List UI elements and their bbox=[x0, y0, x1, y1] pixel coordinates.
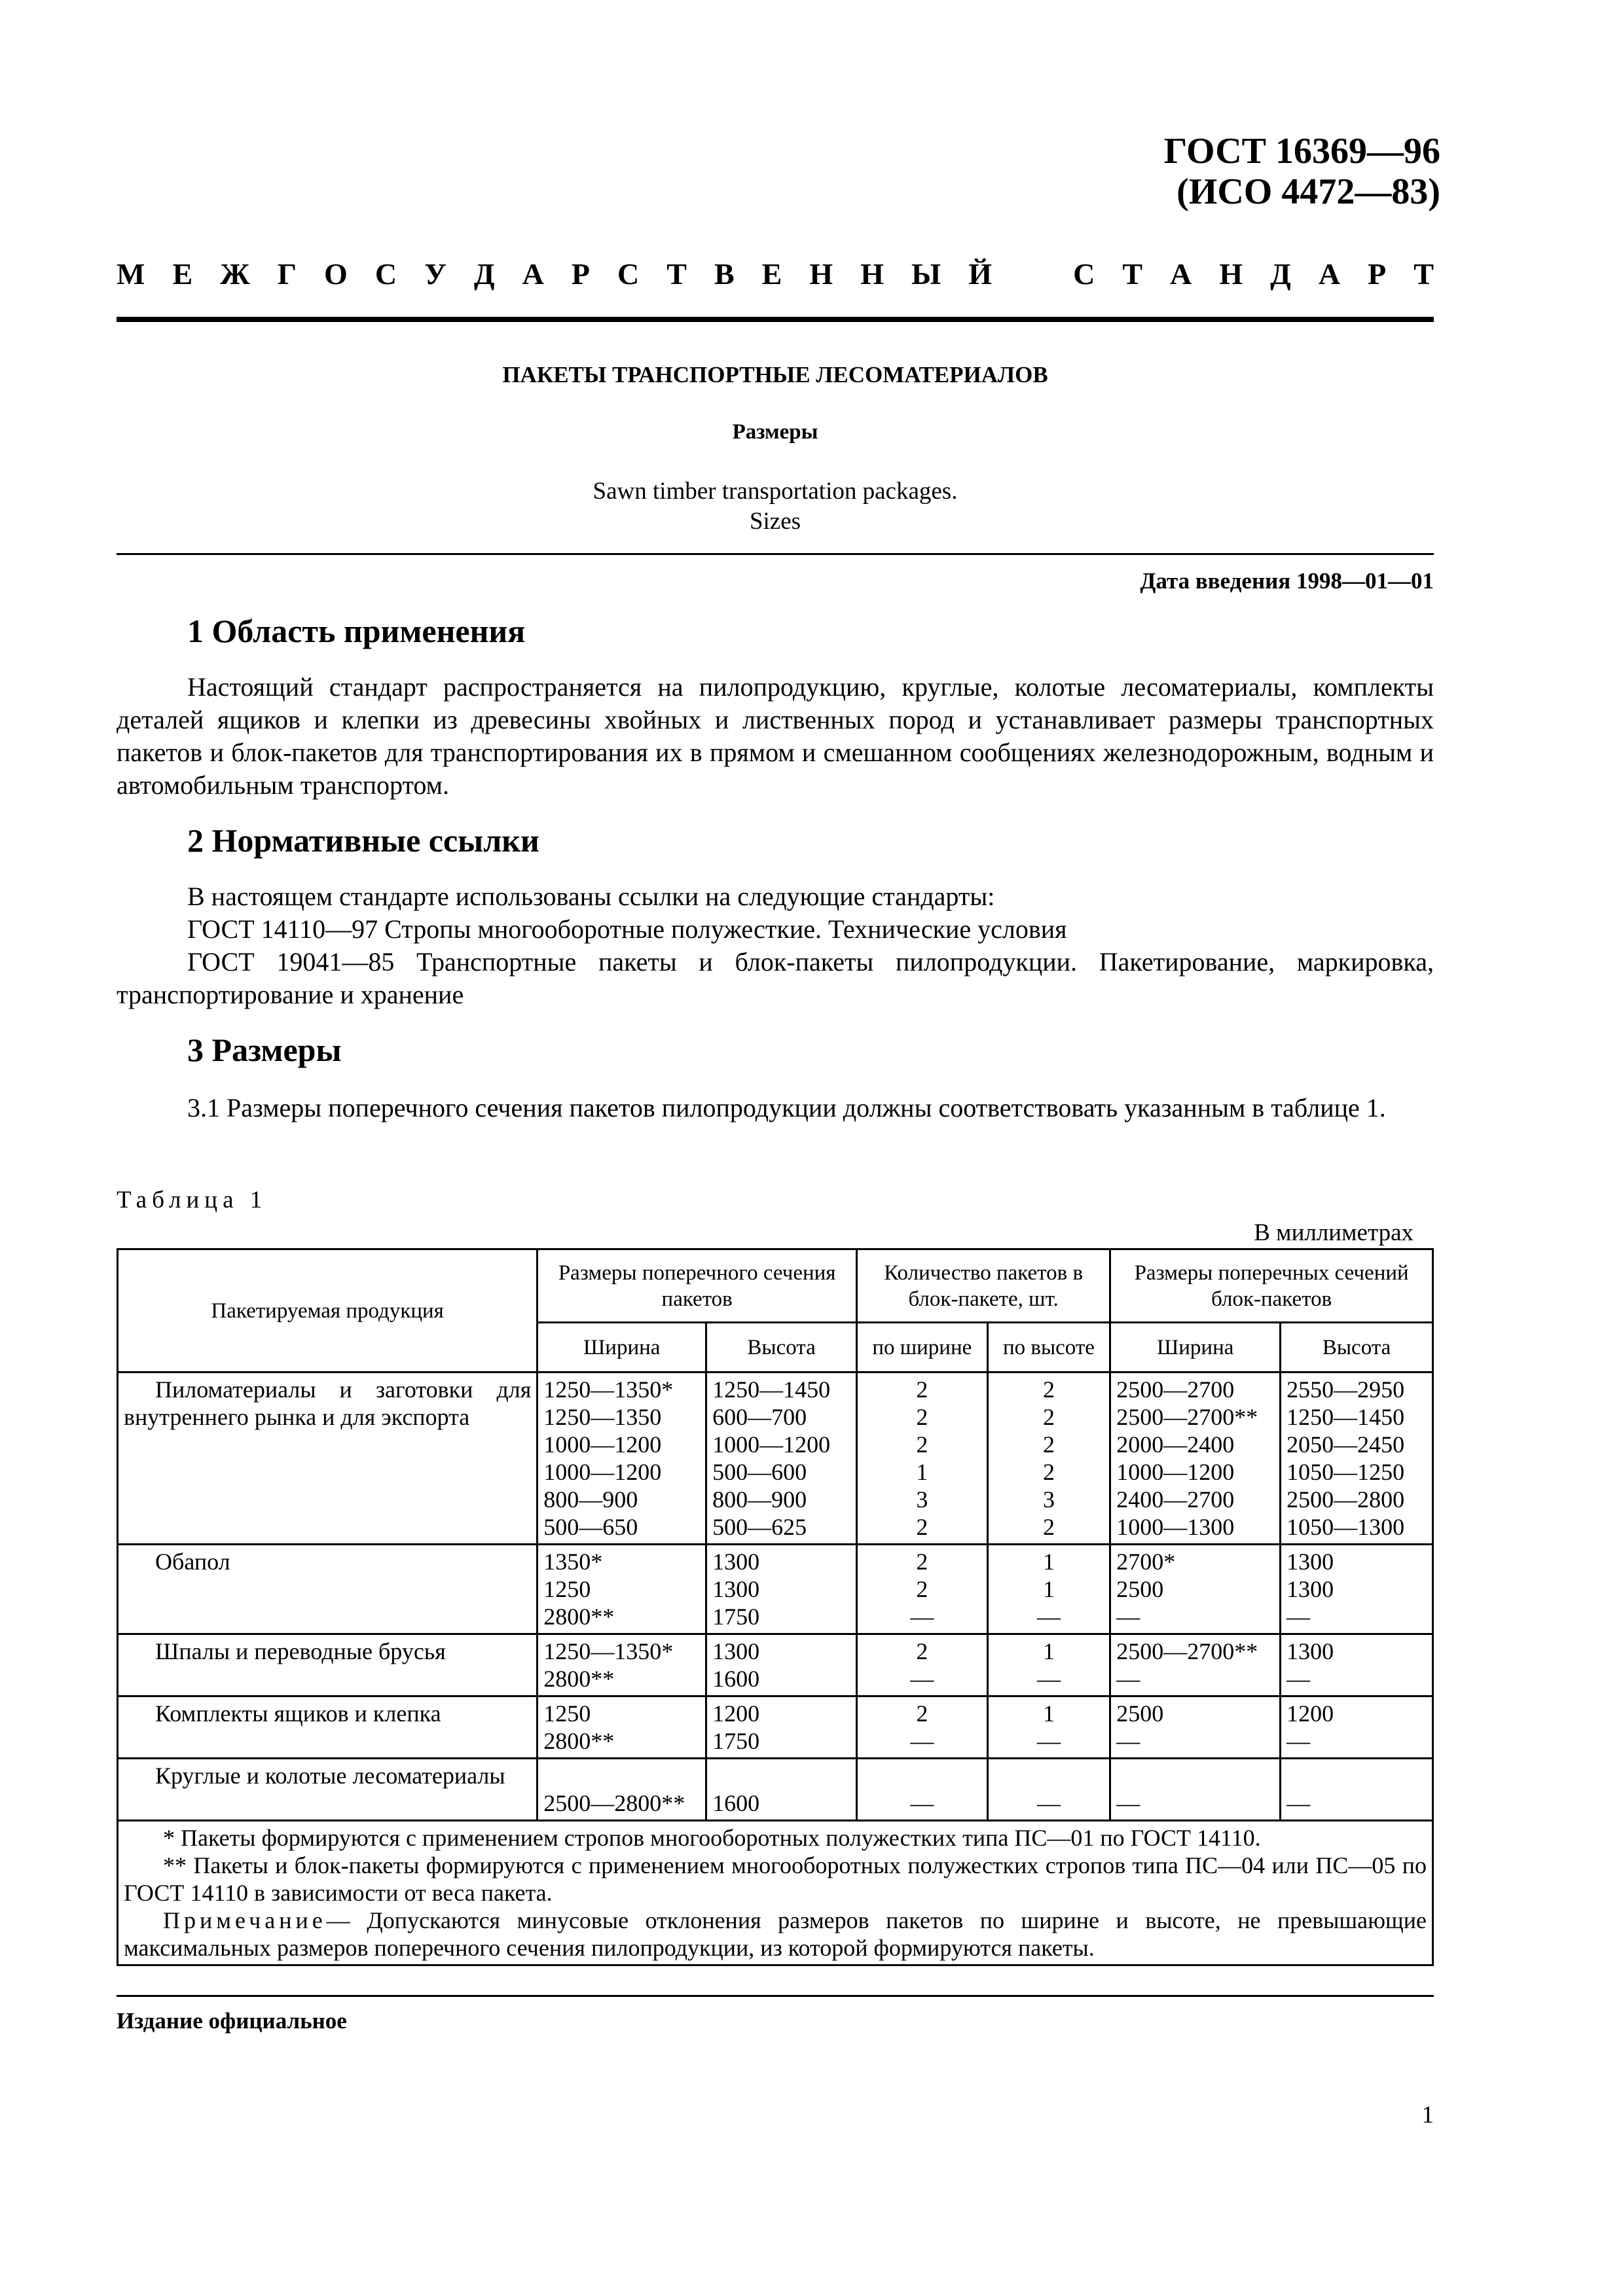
header-block-width: Ширина bbox=[1110, 1323, 1281, 1372]
banner-letter: Н bbox=[809, 257, 833, 291]
block-width-cell: — bbox=[1110, 1759, 1281, 1821]
height-cell: 1250—1450 600—700 1000—1200 500—600 800—900 500—625 bbox=[706, 1372, 857, 1545]
table-note bbox=[124, 1907, 1427, 1962]
width-cell: 1250—1350* 2800** bbox=[538, 1634, 706, 1696]
count-by-height-cell: 2 2 2 2 3 2 bbox=[987, 1372, 1110, 1545]
gost-number: ГОСТ 16369—96 bbox=[1163, 131, 1440, 171]
table-row bbox=[118, 1634, 1433, 1696]
header-count-packages: Количество пакетов в блок-пакете, шт. bbox=[857, 1249, 1110, 1323]
banner-letter: В bbox=[714, 257, 735, 291]
banner-letter: А bbox=[1170, 257, 1192, 291]
table-units: В миллиметрах bbox=[1254, 1219, 1413, 1246]
banner-letter: С bbox=[1073, 257, 1095, 291]
product-cell: Комплекты ящиков и клепка bbox=[118, 1696, 538, 1759]
count-by-height-cell: — bbox=[987, 1759, 1110, 1821]
count-by-height-cell: 1 1 — bbox=[987, 1545, 1110, 1634]
block-height-cell: 1200 — bbox=[1281, 1696, 1433, 1759]
section-1-paragraph: Настоящий стандарт распространяется на пилопродукцию, круглые, колотые лесоматериалы, комплекты деталей ящиков и клепки из древесины хвойных и лиственных пород и устанавливает размеры транспортных пакетов и блок-пакетов для транспортирования их в прямом и смешанном сообщениях железнодорожным, водным и автомобильным транспортом. bbox=[117, 672, 1434, 800]
block-height-cell: — bbox=[1281, 1759, 1433, 1821]
reference-gost-19041: ГОСТ 19041—85 Транспортные пакеты и блок-пакеты пилопродукции. Пакетирование, маркировка, транспортирование и хранение bbox=[117, 947, 1434, 1009]
banner-gap bbox=[1019, 257, 1046, 291]
banner-letter: Е bbox=[761, 257, 782, 291]
count-by-height-cell: 1 — bbox=[987, 1696, 1110, 1759]
english-title-line2: Sizes bbox=[749, 508, 801, 535]
banner-letter: А bbox=[522, 257, 544, 291]
reference-gost-14110: ГОСТ 14110—97 Стропы многооборотные полужесткие. Технические условия bbox=[187, 914, 1067, 944]
sizes-table bbox=[117, 1248, 1434, 1966]
width-cell: 2500—2800** bbox=[538, 1759, 706, 1821]
header-rule bbox=[117, 317, 1434, 322]
count-by-width-cell: 2 — bbox=[857, 1696, 988, 1759]
header-product: Пакетируемая продукция bbox=[118, 1249, 538, 1372]
table-notes bbox=[118, 1821, 1433, 1965]
banner-letter: С bbox=[374, 257, 397, 291]
product-cell: Шпалы и переводные брусья bbox=[118, 1634, 538, 1696]
banner-letter: Р bbox=[571, 257, 590, 291]
block-height-cell: 1300 — bbox=[1281, 1634, 1433, 1696]
document-code bbox=[1113, 131, 1440, 212]
banner-letter: Д bbox=[1270, 257, 1291, 291]
width-cell: 1250—1350* 1250—1350 1000—1200 1000—1200 800—900 500—650 bbox=[538, 1372, 706, 1545]
product-cell: Пиломатериалы и заготовки для внутреннего рынка и для экспорта bbox=[118, 1372, 538, 1545]
banner-letter: Ж bbox=[220, 257, 250, 291]
block-width-cell: 2700* 2500 — bbox=[1110, 1545, 1281, 1634]
section-1-text bbox=[117, 671, 1434, 802]
height-cell: 1300 1300 1750 bbox=[706, 1545, 857, 1634]
height-cell: 1200 1750 bbox=[706, 1696, 857, 1759]
banner-letter: Т bbox=[1413, 257, 1434, 291]
banner-letter: Й bbox=[968, 257, 992, 291]
section-3-paragraph: 3.1 Размеры поперечного сечения пакетов пилопродукции должны соответствовать указанным в таблице 1. bbox=[187, 1093, 1386, 1122]
table-caption: Таблица 1 bbox=[117, 1187, 268, 1213]
header-by-width: по ширине bbox=[857, 1323, 988, 1372]
banner-letter: Д bbox=[473, 257, 495, 291]
english-title bbox=[117, 476, 1434, 537]
footnote-1: * Пакеты формируются с применением стропов многооборотных полужестких типа ПС—01 по ГОСТ 14110. bbox=[163, 1825, 1261, 1851]
section-2-heading: 2 Нормативные ссылки bbox=[187, 822, 539, 859]
edition-label: Издание официальное bbox=[117, 2008, 347, 2034]
table-row bbox=[118, 1372, 1433, 1545]
page-number: 1 bbox=[1421, 2102, 1434, 2128]
english-title-line1: Sawn timber transportation packages. bbox=[593, 478, 958, 505]
header-sizes-cross: Размеры поперечного сечения пакетов bbox=[538, 1249, 857, 1323]
banner-letter: О bbox=[324, 257, 348, 291]
banner-letter: Г bbox=[277, 257, 297, 291]
header-by-height: по высоте bbox=[987, 1323, 1110, 1372]
block-height-cell: 1300 1300 — bbox=[1281, 1545, 1433, 1634]
banner-letter: М bbox=[117, 257, 145, 291]
header-width: Ширина bbox=[538, 1323, 706, 1372]
note-label: Примечание bbox=[163, 1907, 327, 1933]
banner-letter: Р bbox=[1368, 257, 1387, 291]
banner-letter: У bbox=[424, 257, 447, 291]
width-cell: 1250 2800** bbox=[538, 1696, 706, 1759]
note-text: — Допускаются минусовые отклонения размеров пакетов по ширине и высоте, не превышающие максимальных размеров поперечного сечения пилопродукции, из которой формируются пакеты. bbox=[124, 1907, 1427, 1961]
footer-rule bbox=[117, 1995, 1434, 1997]
header-height: Высота bbox=[706, 1323, 857, 1372]
banner-letter: А bbox=[1318, 257, 1341, 291]
block-width-cell: 2500—2700 2500—2700** 2000—2400 1000—1200 2400—2700 1000—1300 bbox=[1110, 1372, 1281, 1545]
count-by-width-cell: 2 2 2 1 3 2 bbox=[857, 1372, 988, 1545]
title-rule bbox=[117, 553, 1434, 555]
iso-number: (ИСО 4472—83) bbox=[1176, 171, 1440, 212]
introduction-date: Дата введения 1998—01—01 bbox=[1140, 568, 1434, 594]
banner-letter: Н bbox=[1219, 257, 1243, 291]
table-row bbox=[118, 1545, 1433, 1634]
header-sizes-block: Размеры поперечных сечений блок-пакетов bbox=[1110, 1249, 1433, 1323]
section-2-text bbox=[117, 880, 1434, 1011]
product-cell: Обапол bbox=[118, 1545, 538, 1634]
footnote-2: ** Пакеты и блок-пакеты формируются с применением многооборотных полужестких стропов типа ПС—04 или ПС—05 по ГОСТ 14110 в зависимости от веса пакета. bbox=[124, 1852, 1427, 1906]
count-by-width-cell: 2 2 — bbox=[857, 1545, 988, 1634]
header-block-height: Высота bbox=[1281, 1323, 1433, 1372]
section-2-intro: В настоящем стандарте использованы ссылки на следующие стандарты: bbox=[187, 882, 995, 911]
table-row bbox=[118, 1696, 1433, 1759]
banner-letter: Н bbox=[860, 257, 884, 291]
banner-letter: Ы bbox=[911, 257, 941, 291]
document-subtitle: Размеры bbox=[732, 420, 818, 444]
height-cell: 1600 bbox=[706, 1759, 857, 1821]
count-by-height-cell: 1 — bbox=[987, 1634, 1110, 1696]
table-row bbox=[118, 1759, 1433, 1821]
block-height-cell: 2550—2950 1250—1450 2050—2450 1050—1250 2500—2800 1050—1300 bbox=[1281, 1372, 1433, 1545]
block-width-cell: 2500 — bbox=[1110, 1696, 1281, 1759]
banner-letter: Т bbox=[1122, 257, 1143, 291]
section-3-heading: 3 Размеры bbox=[187, 1031, 342, 1068]
product-cell: Круглые и колотые лесоматериалы bbox=[118, 1759, 538, 1821]
section-3-text bbox=[117, 1092, 1434, 1124]
banner-letter: Т bbox=[666, 257, 687, 291]
count-by-width-cell: — bbox=[857, 1759, 988, 1821]
block-width-cell: 2500—2700** — bbox=[1110, 1634, 1281, 1696]
interstate-standard-banner bbox=[117, 257, 1434, 291]
banner-letter: Е bbox=[172, 257, 193, 291]
width-cell: 1350* 1250 2800** bbox=[538, 1545, 706, 1634]
banner-letter: С bbox=[617, 257, 640, 291]
document-title: ПАКЕТЫ ТРАНСПОРТНЫЕ ЛЕСОМАТЕРИАЛОВ bbox=[502, 362, 1048, 387]
height-cell: 1300 1600 bbox=[706, 1634, 857, 1696]
section-1-heading: 1 Область применения bbox=[187, 613, 526, 649]
count-by-width-cell: 2 — bbox=[857, 1634, 988, 1696]
